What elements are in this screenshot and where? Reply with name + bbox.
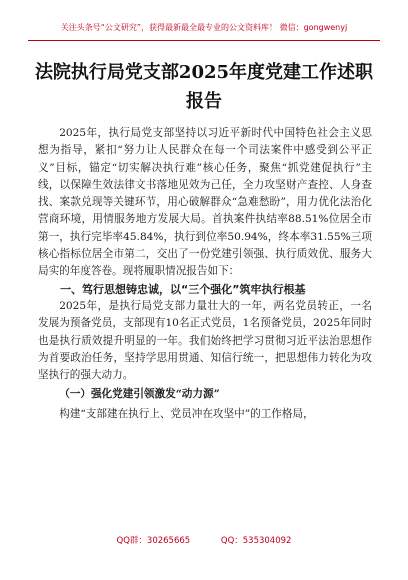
footer-qq: QQ：535304092 <box>220 536 292 546</box>
document-title: 法院执行局党支部2025年度党建工作述职报告 <box>34 62 374 112</box>
section-heading: 一、笃行思想铸忠诚，以“三个强化”筑牢执行根基 <box>60 282 306 296</box>
section-paragraph: 2025年，是执行局党支部力量壮大的一年，两名党员转正，一名发展为预备党员，支部现有10名正式党员，1名预备党员，2025年同时也是执行质效提升明显的一年。我们始终把学习贯彻习近平法治思想作为首要政治任务，坚持学思用贯通、知信行统一，把思想伟力转化为攻坚执行的强大动力。 <box>38 299 372 382</box>
header-note: 关注头条号“公文研究”，获得最新最全最专业的公文资料库！ 微信：gongwenyj <box>60 23 348 32</box>
document-body <box>38 125 372 423</box>
header-divider <box>28 40 380 41</box>
footer-qq-group: QQ群：30265665 <box>116 536 191 546</box>
footer <box>0 534 408 546</box>
subsection-paragraph: 构建“支部建在执行上、党员冲在攻坚中”的工作格局， <box>59 407 314 420</box>
subsection-heading: （一）强化党建引领激发“动力源” <box>59 388 220 401</box>
intro-paragraph: 2025年，执行局党支部坚持以习近平新时代中国特色社会主义思想为指导，紧扣“努力让人民群众在每一个司法案件中感受到公平正义”目标，锚定“切实解决执行难”核心任务，聚焦“抓党建促执行”主线，以保障生效法律文书落地见效为己任，全力攻坚财产查控、人身查找、案款兑现等关键环节，用心破解群众“急难愁盼”，用力优化法治化营商环境，用情服务地方发展大局。首执案件执结率88.51%位居全市第一，执行完毕率45.84%，执行到位率50.94%，终本率31.55%三项核心指标位居全市第二，交出了一份党建引领强、执行质效优、服务大局实的年度答卷。现将履职情况报告如下： <box>38 127 372 278</box>
